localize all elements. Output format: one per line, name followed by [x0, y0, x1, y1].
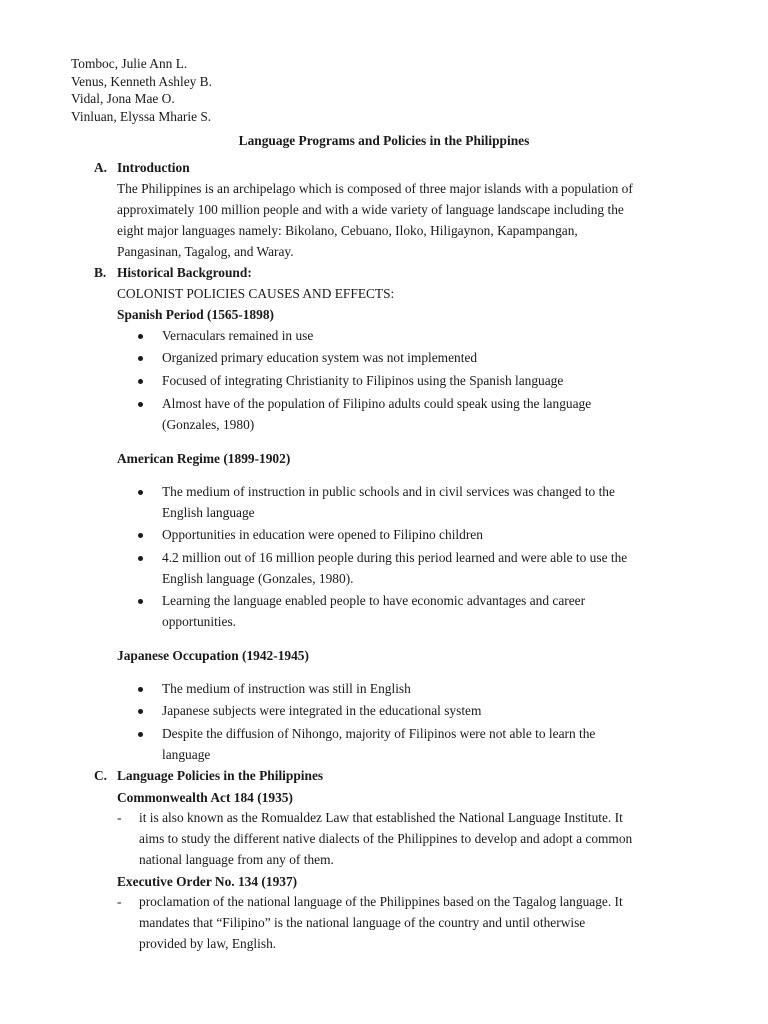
bullet-icon [138, 556, 143, 561]
bullet-icon [138, 334, 143, 339]
author-name: Venus, Kenneth Ashley B. [71, 73, 212, 89]
document-title: Language Programs and Policies in the Philippines [238, 133, 530, 148]
bullet-icon [138, 687, 143, 692]
act-text-line: proclamation of the national language of the Philippines based on the Tagalog language. It [139, 894, 623, 909]
bullet-icon [138, 732, 143, 737]
section-b-letter: B. [94, 265, 107, 280]
american-regime-heading: American Regime (1899-1902) [117, 451, 291, 466]
author-name: Vinluan, Elyssa Mharie S. [71, 108, 212, 124]
bullet-item-continuation: English language (Gonzales, 1980). [162, 571, 354, 586]
bullet-item: Despite the diffusion of Nihongo, majority of Filipinos were not able to learn the [162, 726, 596, 741]
intro-text-line: Pangasinan, Tagalog, and Waray. [117, 244, 294, 259]
act-text-line: aims to study the different native dialects of the Philippines to develop and adopt a common [139, 831, 633, 846]
section-a-letter: A. [94, 160, 108, 175]
author-name: Tomboc, Julie Ann L. [71, 56, 188, 71]
bullet-item: The medium of instruction was still in English [162, 681, 411, 696]
bullet-item-continuation: (Gonzales, 1980) [162, 417, 255, 432]
dash-marker: - [117, 810, 122, 825]
bullet-icon [138, 533, 143, 538]
dash-marker: - [117, 894, 122, 909]
act-text-line: mandates that “Filipino” is the national language of the country and until otherwise [139, 915, 586, 930]
section-c-heading: Language Policies in the Philippines [117, 768, 324, 783]
bullet-item: Learning the language enabled people to have economic advantages and career [162, 593, 586, 608]
section-c-letter: C. [94, 768, 108, 783]
bullet-item: Opportunities in education were opened to Filipino children [162, 527, 483, 542]
author-name: Vidal, Jona Mae O. [71, 91, 175, 106]
bullet-icon [138, 379, 143, 384]
bullet-icon [138, 599, 143, 604]
section-b-heading: Historical Background: [117, 265, 252, 280]
bullet-item: 4.2 million out of 16 million people during this period learned and were able to use the [162, 550, 628, 565]
intro-text-line: The Philippines is an archipelago which is composed of three major islands with a population of [117, 181, 633, 196]
bullet-item: Focused of integrating Christianity to Filipinos using the Spanish language [162, 373, 564, 388]
section-a-heading: Introduction [117, 160, 190, 175]
act-text-line: it is also known as the Romualdez Law that established the National Language Institute. It [139, 810, 623, 825]
intro-text-line: eight major languages namely: Bikolano, Cebuano, Iloko, Hiligaynon, Kapampangan, [117, 223, 578, 238]
bullet-icon [138, 490, 143, 495]
japanese-occupation-heading: Japanese Occupation (1942-1945) [117, 648, 309, 663]
author-list [71, 55, 212, 125]
bullet-item: Organized primary education system was not implemented [162, 350, 478, 365]
act-text-line: national language from any of them. [139, 852, 334, 867]
executive-order-heading: Executive Order No. 134 (1937) [117, 874, 298, 889]
section-b-subheading: COLONIST POLICIES CAUSES AND EFFECTS: [117, 286, 395, 301]
bullet-icon [138, 709, 143, 714]
bullet-item-continuation: English language [162, 505, 255, 520]
act-text-line: provided by law, English. [139, 936, 277, 951]
intro-text-line: approximately 100 million people and with a wide variety of language landscape including the [117, 202, 624, 217]
bullet-item-continuation: opportunities. [162, 614, 237, 629]
bullet-icon [138, 402, 143, 407]
bullet-item: Japanese subjects were integrated in the educational system [162, 703, 482, 718]
bullet-item-continuation: language [162, 747, 211, 762]
bullet-icon [138, 356, 143, 361]
bullet-item: Almost have of the population of Filipino adults could speak using the language [162, 396, 592, 411]
commonwealth-act-heading: Commonwealth Act 184 (1935) [117, 790, 293, 805]
bullet-item: Vernaculars remained in use [162, 328, 314, 343]
spanish-period-heading: Spanish Period (1565-1898) [117, 307, 274, 322]
bullet-item: The medium of instruction in public schools and in civil services was changed to the [162, 484, 615, 499]
